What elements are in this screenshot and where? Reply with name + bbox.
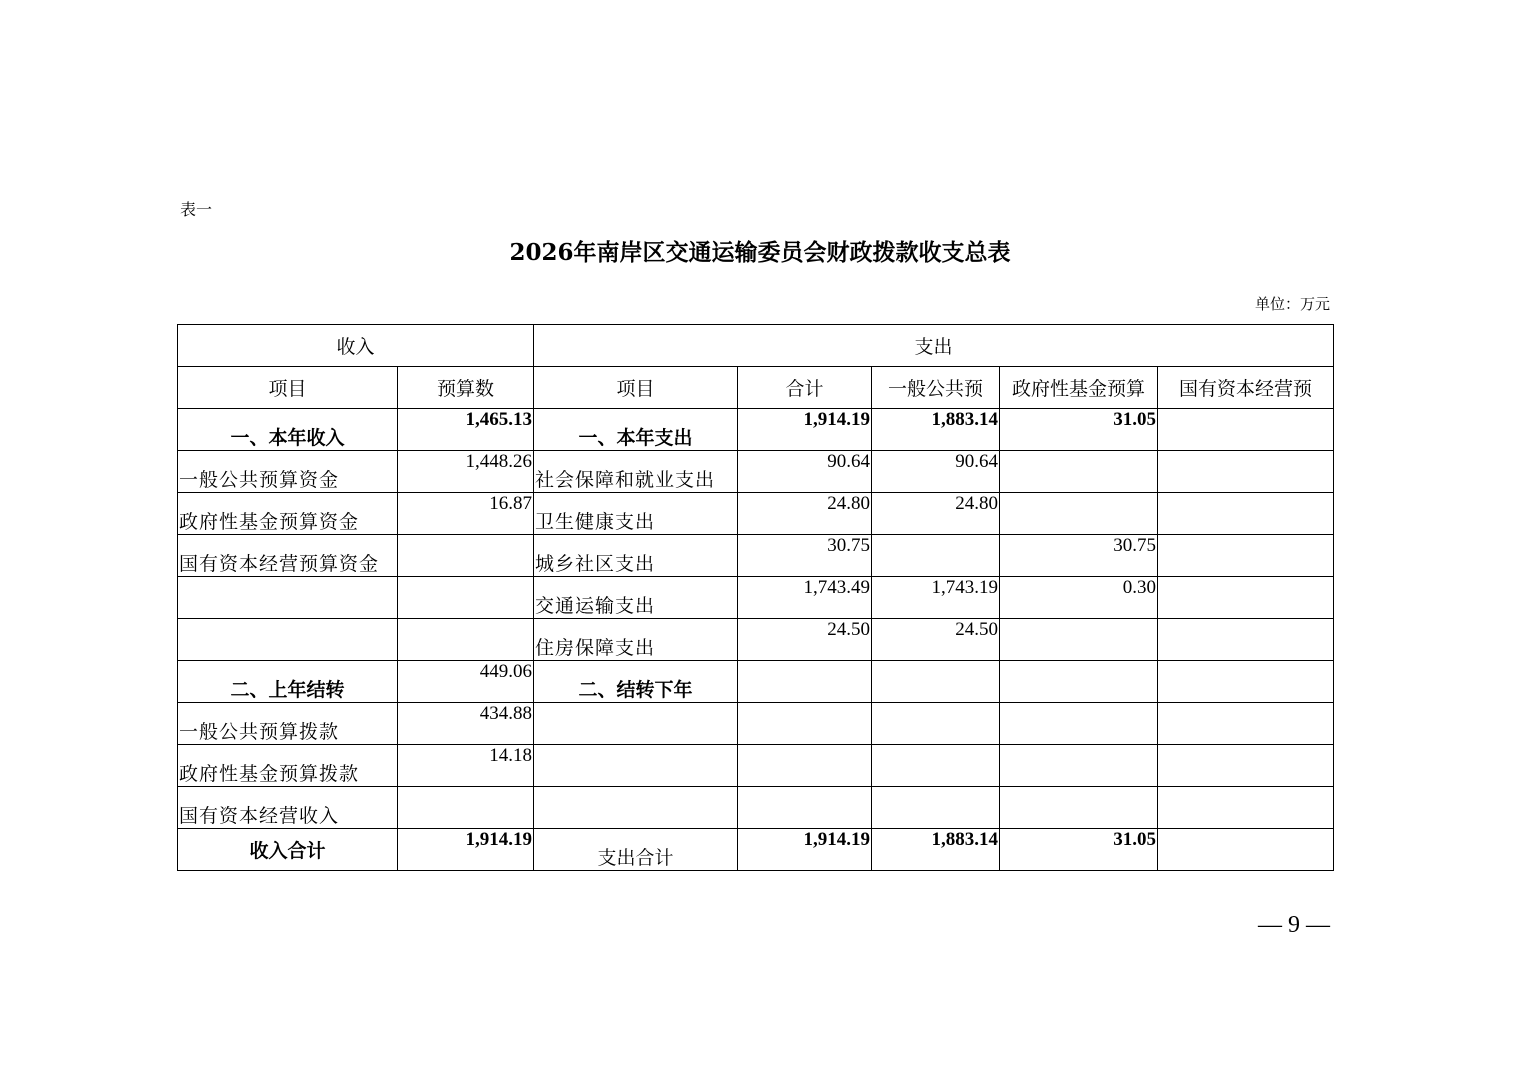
table-number: 表一: [180, 200, 213, 219]
fund-value: [1000, 493, 1158, 535]
income-value: 434.88: [398, 703, 534, 745]
budget-table: [177, 324, 1334, 871]
fund-value: 31.05: [1000, 829, 1158, 871]
general-value: 1,743.19: [872, 577, 1000, 619]
totals-row: [178, 829, 1334, 871]
page-number: — 9 —: [1258, 912, 1330, 938]
income-value: [398, 577, 534, 619]
income-item: [178, 577, 398, 619]
unit-label: 单位：万元: [1254, 295, 1330, 313]
expenditure-item: 社会保障和就业支出: [534, 451, 738, 493]
total-value: 24.80: [738, 493, 872, 535]
table-row: [178, 661, 1334, 703]
capital-value: [1158, 619, 1334, 661]
income-item: 国有资本经营预算资金: [178, 535, 398, 577]
income-value: [398, 787, 534, 829]
expenditure-item: 城乡社区支出: [534, 535, 738, 577]
total-header: 合计: [738, 367, 872, 409]
expenditure-total-label: 支出合计: [534, 829, 738, 871]
fund-value: 30.75: [1000, 535, 1158, 577]
expenditure-item: 二、结转下年: [534, 661, 738, 703]
total-value: [738, 703, 872, 745]
table-row: [178, 493, 1334, 535]
expenditure-item: [534, 745, 738, 787]
fund-value: [1000, 703, 1158, 745]
income-value: 449.06: [398, 661, 534, 703]
general-value: 90.64: [872, 451, 1000, 493]
fund-value: [1000, 451, 1158, 493]
fund-value: 31.05: [1000, 409, 1158, 451]
total-value: [738, 661, 872, 703]
capital-value: [1158, 703, 1334, 745]
expenditure-item: [534, 703, 738, 745]
total-value: 24.50: [738, 619, 872, 661]
total-value: 1,914.19: [738, 829, 872, 871]
fund-value: [1000, 745, 1158, 787]
expenditure-header: 支出: [534, 325, 1334, 367]
income-value: 1,465.13: [398, 409, 534, 451]
table-row: [178, 535, 1334, 577]
income-value: [398, 535, 534, 577]
capital-value: [1158, 829, 1334, 871]
income-budget-header: 预算数: [398, 367, 534, 409]
general-value: [872, 745, 1000, 787]
table-row: [178, 619, 1334, 661]
income-item: 二、上年结转: [178, 661, 398, 703]
capital-value: [1158, 787, 1334, 829]
table-row: [178, 745, 1334, 787]
total-value: [738, 745, 872, 787]
fund-value: [1000, 619, 1158, 661]
expenditure-item: [534, 787, 738, 829]
general-value: [872, 535, 1000, 577]
income-item: 国有资本经营收入: [178, 787, 398, 829]
general-value: 24.80: [872, 493, 1000, 535]
gov-fund-header: 政府性基金预算: [1000, 367, 1158, 409]
income-item-header: 项目: [178, 367, 398, 409]
income-value: [398, 619, 534, 661]
general-value: 1,883.14: [872, 829, 1000, 871]
table-row: [178, 409, 1334, 451]
table-row: [178, 451, 1334, 493]
general-value: [872, 787, 1000, 829]
income-total-value: 1,914.19: [398, 829, 534, 871]
income-value: 16.87: [398, 493, 534, 535]
income-header: 收入: [178, 325, 534, 367]
capital-value: [1158, 577, 1334, 619]
table-row: [178, 787, 1334, 829]
document-title: 2026年南岸区交通运输委员会财政拨款收支总表: [509, 239, 1011, 266]
fund-value: [1000, 787, 1158, 829]
capital-value: [1158, 535, 1334, 577]
income-item: 一般公共预算拨款: [178, 703, 398, 745]
fund-value: [1000, 661, 1158, 703]
table-row: [178, 577, 1334, 619]
capital-value: [1158, 661, 1334, 703]
income-item: 政府性基金预算资金: [178, 493, 398, 535]
column-header-row: [178, 367, 1334, 409]
total-value: 1,743.49: [738, 577, 872, 619]
general-value: 1,883.14: [872, 409, 1000, 451]
general-value: 24.50: [872, 619, 1000, 661]
capital-value: [1158, 493, 1334, 535]
expenditure-item: 交通运输支出: [534, 577, 738, 619]
income-item: [178, 619, 398, 661]
income-total-label: 收入合计: [178, 829, 398, 871]
income-value: 14.18: [398, 745, 534, 787]
capital-value: [1158, 745, 1334, 787]
total-value: 30.75: [738, 535, 872, 577]
table-row: [178, 703, 1334, 745]
total-value: 1,914.19: [738, 409, 872, 451]
general-public-header: 一般公共预: [872, 367, 1000, 409]
state-capital-header: 国有资本经营预: [1158, 367, 1334, 409]
total-value: [738, 787, 872, 829]
expenditure-item: 一、本年支出: [534, 409, 738, 451]
expenditure-item: 卫生健康支出: [534, 493, 738, 535]
income-item: 一般公共预算资金: [178, 451, 398, 493]
income-value: 1,448.26: [398, 451, 534, 493]
fund-value: 0.30: [1000, 577, 1158, 619]
total-value: 90.64: [738, 451, 872, 493]
capital-value: [1158, 451, 1334, 493]
income-item: 政府性基金预算拨款: [178, 745, 398, 787]
group-header-row: [178, 325, 1334, 367]
capital-value: [1158, 409, 1334, 451]
general-value: [872, 703, 1000, 745]
expenditure-item-header: 项目: [534, 367, 738, 409]
income-item: 一、本年收入: [178, 409, 398, 451]
expenditure-item: 住房保障支出: [534, 619, 738, 661]
general-value: [872, 661, 1000, 703]
